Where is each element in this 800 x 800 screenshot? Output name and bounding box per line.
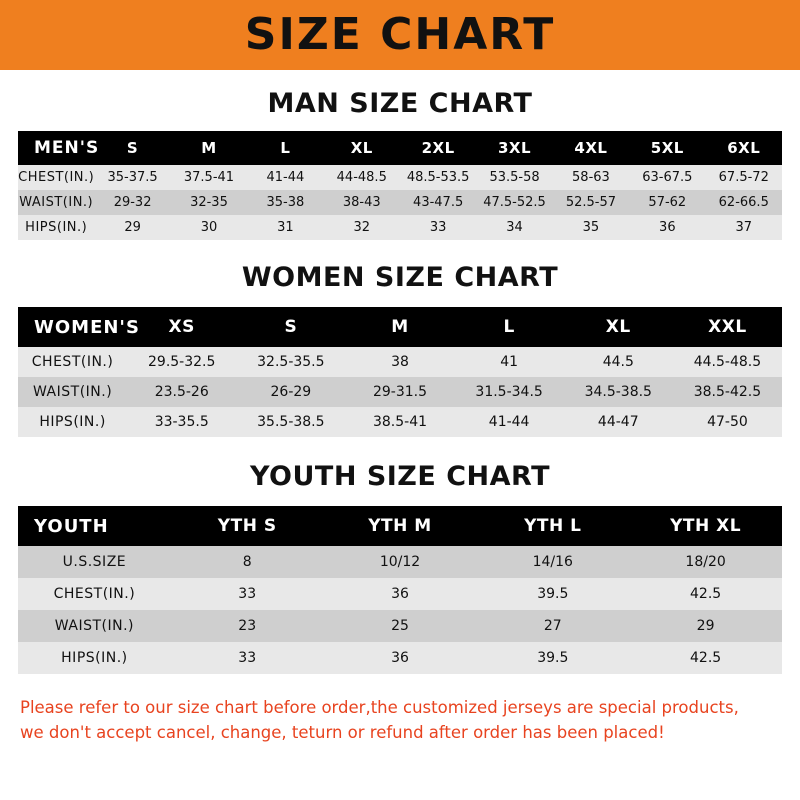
table-row [18,190,782,215]
table-cell: 39.5 [537,650,569,666]
table-cell: 33 [429,220,447,235]
table-cell: 29 [124,220,141,235]
table-cell: 35-37.5 [107,170,158,185]
table-row [18,407,782,437]
table-cell: 42.5 [690,586,722,602]
youth-size-section [18,461,782,674]
footer-line-1: Please refer to our size chart before order,the customized jerseys are special products, [20,698,739,717]
youth-size-table [18,506,782,674]
table-cell: 48.5-53.5 [406,170,470,185]
row-label: HIPS(IN.) [39,414,106,430]
women-section-title: WOMEN SIZE CHART [241,262,559,293]
table-cell: 29.5-32.5 [148,354,216,370]
row-label: U.S.SIZE [62,554,127,570]
table-cell: 35-38 [266,195,305,210]
table-cell: 34.5-38.5 [584,384,652,400]
man-table-header [18,131,782,165]
table-cell: 41 [500,354,519,370]
table-cell: 29-32 [113,195,152,210]
table-cell: 57-62 [648,195,687,210]
table-cell: 43-47.5 [413,195,464,210]
table-cell: 67.5-72 [718,170,769,185]
table-cell: 37 [735,220,753,235]
table-cell: 29-31.5 [372,384,428,400]
column-header: 6XL [727,139,761,157]
table-cell: 38.5-42.5 [693,384,762,400]
youth-table-body [18,546,782,674]
table-cell: 32 [353,220,371,235]
table-cell: 44.5 [602,354,634,370]
table-row [18,642,782,674]
column-header: YTH XL [670,516,742,536]
column-header: S [284,317,298,337]
column-header: YTH L [524,516,582,536]
table-cell: 23.5-26 [154,384,209,400]
column-header: M [391,317,409,337]
row-label: HIPS(IN.) [61,650,128,666]
table-header-row [18,506,782,546]
table-cell: 31 [277,220,294,235]
table-row [18,578,782,610]
table-cell: 29 [696,618,715,634]
table-cell: 47-50 [707,414,748,430]
column-header: YTH S [217,516,277,536]
row-label: WAIST(IN.) [32,384,113,400]
table-cell: 44.5-48.5 [693,354,762,370]
table-header-row [18,307,782,347]
table-cell: 14/16 [532,554,573,570]
table-row [18,610,782,642]
column-header: WOMEN'S [34,316,140,338]
table-row [18,165,782,190]
page-title: SIZE CHART [244,9,556,60]
table-cell: 47.5-52.5 [483,195,546,210]
table-cell: 41-44 [266,170,305,185]
man-section-title: MAN SIZE CHART [267,88,533,119]
table-cell: 30 [200,220,218,235]
page-banner [0,0,800,70]
table-row [18,215,782,240]
column-header: YTH M [368,516,432,536]
man-size-table [18,131,782,240]
table-header-row [18,131,782,165]
table-cell: 39.5 [537,586,569,602]
table-row [18,546,782,578]
table-cell: 36 [659,220,676,235]
row-label: CHEST(IN.) [31,354,114,370]
table-cell: 63-67.5 [642,170,693,185]
table-cell: 23 [238,618,257,634]
table-cell: 35.5-38.5 [257,414,325,430]
column-header: XL [605,317,631,337]
column-header: L [503,317,515,337]
column-header: XXL [708,317,747,337]
table-cell: 10/12 [379,554,421,570]
row-label: WAIST(IN.) [54,618,134,634]
women-size-table [18,307,782,437]
table-row [18,377,782,407]
column-header: 3XL [498,139,532,157]
column-header: M [201,139,217,157]
column-header: MEN'S [34,138,100,158]
table-cell: 36 [391,586,409,602]
table-cell: 44-47 [597,414,639,430]
table-cell: 32-35 [190,195,228,210]
table-cell: 34 [506,220,523,235]
women-table-body [18,347,782,437]
table-cell: 27 [543,618,562,634]
table-cell: 37.5-41 [183,170,235,185]
table-cell: 25 [391,618,409,634]
youth-table-header [18,506,782,546]
table-cell: 8 [242,554,252,570]
table-cell: 52.5-57 [565,195,617,210]
column-header: XS [168,317,195,337]
column-header: 4XL [574,139,608,157]
table-cell: 31.5-34.5 [475,384,543,400]
table-cell: 62-66.5 [718,195,769,210]
table-cell: 42.5 [690,650,722,666]
table-cell: 26-29 [270,384,312,400]
table-row [18,347,782,377]
table-cell: 58-63 [572,170,610,185]
footer-disclaimer [20,696,780,746]
table-cell: 53.5-58 [489,170,540,185]
column-header: L [280,139,291,157]
table-cell: 38-43 [342,195,381,210]
women-table-header [18,307,782,347]
man-table-body [18,165,782,240]
row-label: HIPS(IN.) [25,220,88,235]
table-cell: 32.5-35.5 [257,354,325,370]
table-cell: 41-44 [488,414,530,430]
row-label: CHEST(IN.) [53,586,136,602]
row-label: CHEST(IN.) [18,170,95,185]
youth-section-title: YOUTH SIZE CHART [249,461,551,492]
table-cell: 35 [582,220,600,235]
table-cell: 36 [391,650,409,666]
table-cell: 33 [238,586,257,602]
table-cell: 33 [238,650,257,666]
table-cell: 44-48.5 [336,170,387,185]
column-header: S [126,139,139,157]
column-header: XL [350,139,373,157]
table-cell: 18/20 [685,554,726,570]
column-header: 2XL [421,139,455,157]
footer-line-2: we don't accept cancel, change, teturn or refund after order has been placed! [20,722,665,742]
column-header: 5XL [650,139,684,157]
table-cell: 38 [391,354,409,370]
row-label: WAIST(IN.) [19,195,94,210]
man-size-section [18,88,782,240]
table-cell: 38.5-41 [372,414,428,430]
column-header: YOUTH [34,515,109,537]
table-cell: 33-35.5 [154,414,209,430]
women-size-section [18,262,782,437]
